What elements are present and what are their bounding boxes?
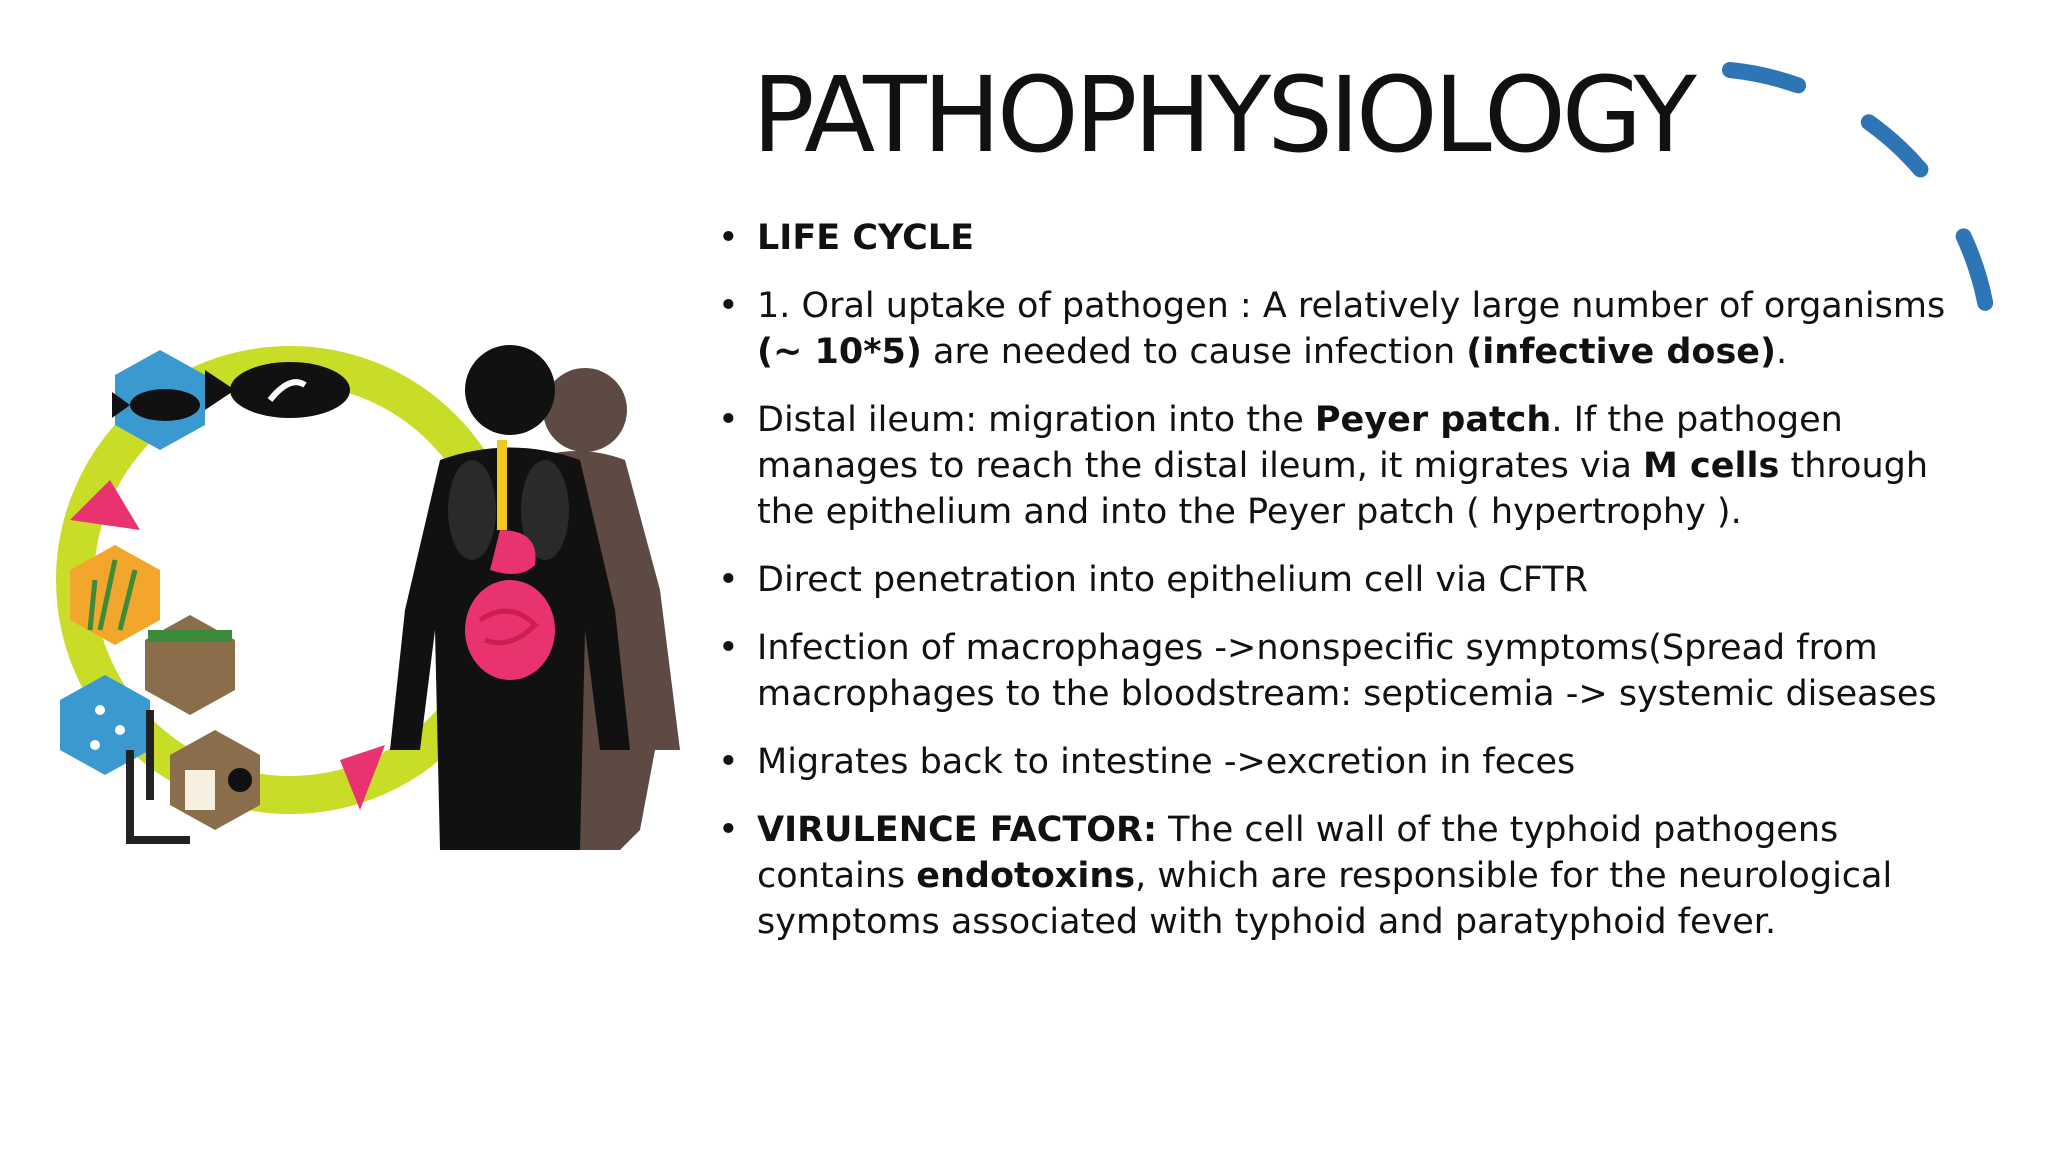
bold-segment: VIRULENCE FACTOR: (757, 810, 1158, 850)
bold-segment: endotoxins (916, 856, 1136, 896)
bullet-direct-penetration (718, 557, 1948, 603)
text-segment: Migrates back to intestine ->excretion in feces (757, 742, 1576, 782)
bullet-virulence-factor (718, 807, 1948, 945)
page-title: PATHOPHYSIOLOGY (752, 54, 1693, 176)
life-cycle-heading: LIFE CYCLE (757, 218, 975, 258)
soil-hex (145, 615, 235, 715)
text-segment: through the epithelium and into the Peyer patch ( hypertrophy ). (757, 446, 1929, 532)
text-segment: The cell wall of the typhoid pathogens contains (757, 810, 1839, 896)
bullet-life-cycle (718, 215, 1948, 261)
bold-segment: M cells (1643, 446, 1780, 486)
bullet-list (718, 215, 1948, 967)
bullet-distal-ileum (718, 397, 1948, 535)
bold-segment: Peyer patch (1314, 400, 1552, 440)
life-cycle-illustration (40, 330, 720, 890)
bullet-infection-macrophages (718, 625, 1948, 717)
bold-segment: (~ 10*5) (757, 332, 922, 372)
text-segment: are needed to cause infection (921, 332, 1467, 372)
text-segment: . If the pathogen manages to reach the distal ileum, it migrates via (757, 400, 1843, 486)
text-segment: . (1776, 332, 1788, 372)
text-segment: Distal ileum: migration into the (757, 400, 1315, 440)
text-segment: Infection of macrophages ->nonspecific symptoms(Spread from macrophages to the bloodstream: septicemia -> systemic diseases (757, 628, 1937, 714)
bullet-oral-uptake (718, 283, 1948, 375)
text-segment: 1. Oral uptake of pathogen : A relatively large number of organisms (757, 286, 1946, 326)
water-drops-hex (60, 675, 150, 775)
bullet-migrates-back (718, 739, 1948, 785)
bold-segment: (infective dose) (1466, 332, 1777, 372)
text-segment: Direct penetration into epithelium cell via CFTR (757, 560, 1589, 600)
text-segment: , which are responsible for the neurological symptoms associated with typhoid and paratyphoid fever. (757, 856, 1893, 942)
